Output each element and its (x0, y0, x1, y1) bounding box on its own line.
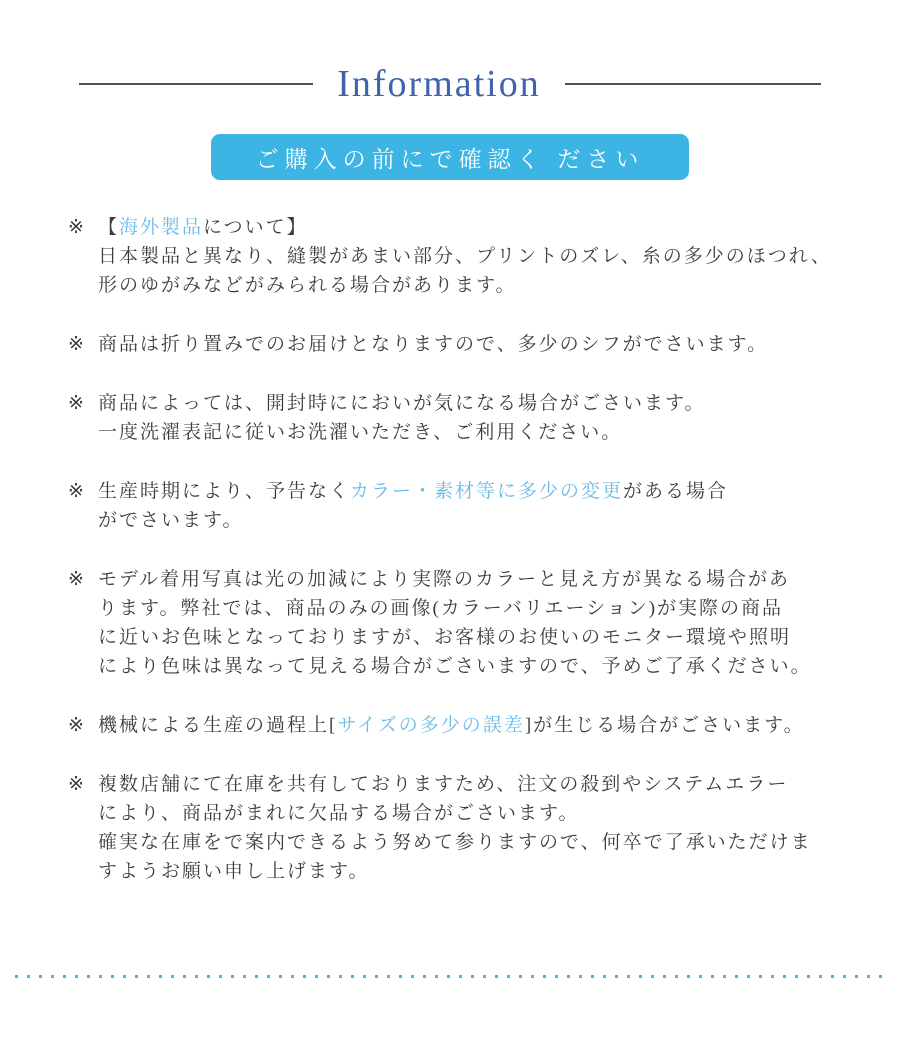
notice-item-folded-delivery (68, 330, 870, 359)
notice-list (68, 213, 870, 886)
notice-line (98, 506, 870, 535)
reference-mark: ※ (68, 481, 86, 502)
notice-text-segment: モデル着用写真は光の加減により実際のカラーと見え方が異なる場合があ (98, 569, 791, 590)
notice-text (98, 389, 870, 447)
notice-text-segment: ります。弊社では、商品のみの画像(カラーバリエーション)が実際の商品 (98, 598, 784, 619)
notice-line (98, 271, 870, 300)
notice-line (98, 418, 870, 447)
notice-line (98, 330, 870, 359)
notice-line (98, 389, 870, 418)
notice-text (98, 213, 870, 300)
notice-line (98, 477, 870, 506)
notice-item-stock-shared (68, 770, 870, 886)
notice-item-size-error (68, 711, 870, 740)
notice-text-segment: がある場合 (623, 481, 729, 502)
notice-item-overseas-product (68, 213, 870, 300)
notice-text-segment: 複数店舗にて在庫を共有しておりますため、注文の殺到やシステムエラー (98, 774, 789, 795)
notice-text-segment: すようお願い申し上げます。 (98, 861, 370, 882)
information-header (0, 62, 900, 106)
notice-text-segment: 商品は折り置みでのお届けとなりますので、多少のシフがでさいます。 (98, 334, 769, 355)
reference-mark: ※ (68, 774, 86, 795)
page-title: Information (337, 63, 541, 105)
notice-text-segment: に近いお色味となっておりますが、お客様のお使いのモニター環境や照明 (98, 627, 792, 648)
notice-line (98, 623, 870, 652)
notice-text (98, 330, 870, 359)
notice-text (98, 477, 870, 535)
notice-text-segment: 生産時期により、予告なく (98, 481, 351, 502)
notice-line (98, 652, 870, 681)
notice-line (98, 565, 870, 594)
notice-text-segment: 【 (98, 217, 120, 238)
notice-item-color-difference (68, 565, 870, 681)
banner-label: ご購入の前にで確認く ださい (255, 146, 645, 172)
highlighted-text: カラー・素材等に多少の変更 (350, 481, 624, 502)
notice-line (98, 799, 870, 828)
notice-text-segment: 確実な在庫をで案内できるよう努めて参りますので、何卒で了承いただけま (98, 832, 812, 853)
notice-text (98, 770, 870, 886)
reference-mark: ※ (68, 393, 86, 414)
notice-text-segment: がでさいます。 (98, 510, 244, 531)
notice-text (98, 565, 870, 681)
notice-text-segment: 形のゆがみなどがみられる場合があります。 (98, 275, 517, 296)
title-rule-right (565, 83, 821, 85)
highlighted-text: サイズの多少の誤差 (337, 715, 525, 736)
dotted-divider (15, 975, 885, 978)
notice-text-segment: 日本製品と異なり、縫製があまい部分、プリントのズレ、糸の多少のほつれ、 (98, 246, 832, 267)
notice-text-segment: 一度洗濯表記に従いお洗濯いただき、ご利用ください。 (98, 422, 623, 443)
notice-line (98, 594, 870, 623)
notice-text-segment: により、商品がまれに欠品する場合がごさいます。 (98, 803, 580, 824)
notice-item-odor (68, 389, 870, 447)
notice-text-segment: 機械による生産の過程上[ (98, 715, 338, 736)
reference-mark: ※ (68, 715, 86, 736)
confirm-before-purchase-banner (211, 134, 689, 180)
notice-line (98, 770, 870, 799)
notice-line (98, 213, 870, 242)
reference-mark: ※ (68, 217, 86, 238)
highlighted-text: 海外製品 (119, 217, 204, 238)
notice-text-segment: について】 (203, 217, 308, 238)
notice-line (98, 711, 870, 740)
notice-text-segment: 商品によっては、開封時ににおいが気になる場合がごさいます。 (98, 393, 706, 414)
notice-line (98, 242, 870, 271)
notice-line (98, 828, 870, 857)
notice-item-spec-change (68, 477, 870, 535)
notice-text (98, 711, 870, 740)
reference-mark: ※ (68, 569, 86, 590)
notice-text-segment: ]が生じる場合がごさいます。 (524, 715, 805, 736)
title-rule-left (79, 83, 313, 85)
notice-line (98, 857, 870, 886)
notice-text-segment: により色味は異なって見える場合がごさいますので、予めご了承ください。 (98, 656, 812, 677)
reference-mark: ※ (68, 334, 86, 355)
